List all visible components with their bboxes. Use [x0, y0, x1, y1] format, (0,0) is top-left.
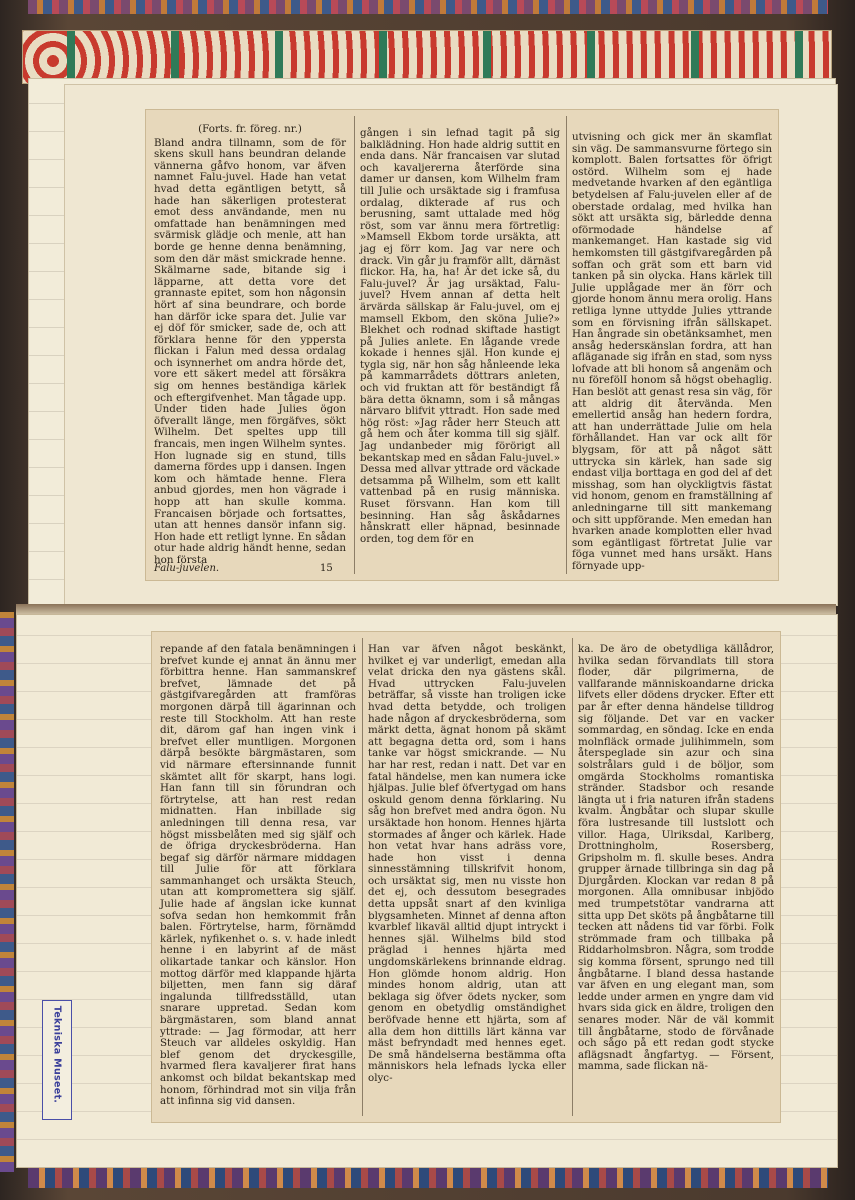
column-divider — [572, 638, 573, 1116]
clipping-bottom-column-1 — [160, 644, 356, 1116]
newspaper-clipping-top — [146, 110, 778, 580]
clipping-top-column-3 — [572, 132, 772, 576]
column-divider — [566, 116, 567, 574]
column-text: repande af den fatala benämningen i brefvet kunde ej annat än ännu mer förbittra henne. Han sammanskref brefvet, lämnade det på gästgifvaregården att framföras morgonen därpå till ägarinnan och reste till Stockholm. Att han reste dit, därom gaf han ingen vink i brefvet eller muntligen. Morgonen därpå besökte bärgmästaren, som vid närmare eftersinnande funnit skämtet allt för skarpt, hans logi. Han fann till sin förundran och förtrytelse, att han rest redan midnatten. Han inbillade sig anledningen till denna resa, var högst missbelåten med sig själf och de öfriga dryckesbröderna. Han begaf sig därför närmare middagen till Julie för att förklara sammanhanget och ursäkta Steuch, utan att kompromettera sig själf. Julie hade af ängslan icke kunnat sofva sedan hon hemkommit från balen. Förtrytelse, harm, förnämdd kärlek, nyfikenhet o. s. v. hade inledt henne i en labyrint af de mäst olikartade tankar och känslor. Hon mottog därför med klappande hjärta biljetten, men fann sig däraf ingalunda tillfredsställd, utan snarare uppretad. Sedan kom bärgmästaren, som bland annat yttrade: — Jag förmodar, att herr Steuch var alldeles oskyldig. Han blef genom det dryckesgille, hvarmed flera kavaljerer firat hans ankomst och bildat bekantskap med honom, förhindrad mot sin vilja från att infinna sig vid dansen. — [160, 643, 356, 1108]
patterned-endpaper — [22, 30, 832, 84]
column-text: Bland andra tillnamn, som de för skens skull hans beundran delande vännerna gåfvo honom, var äfven namnet Falu-juvel. Hade han vetat hvad detta egäntligen betytt, så hade han säkerligen protesterat emot dess användande, men nu omfattade han benämningen med svärmisk glädje och menle, att han borde ge henne denna benämning, som den där mäst smickrade henne. Skälmarne sade, bitande sig i läpparne, att detta vore det grannaste epitet, som hon någonsin hört af sina beundrare, och borde han därför icke spara det. Julie var ej döf för smicker, sade de, och att förklara henne för den ypperstа flickan i Falun med dessa ordalag och isynnerhet om andra hörde det, vore ett säkert medel att försäkra sig om hennes beständiga kärlek och eftergifvenhet. Man tågade upp. Under tiden hade Julies ögon öfverallt länge, men förgäfves, sökt Wilhelm. Det speltes upp till francais, men ingen Wilhelm syntes. Hon lugnade sig en stund, tills damerna fördes upp i dansen. Ingen kom och hämtade henne. Flera anbud gjordes, men hon vägrade i hopp att han skulle komma. Francaisen började och fortsattes, utan att hennes dansör infann sig. Hon hade ett retligt lynne. En sådan otur hade aldrig händt henne, sedan hon första — [154, 136, 346, 566]
clipping-signature: Falu-juvelen. — [154, 563, 220, 574]
clipping-bottom-column-2 — [368, 644, 566, 1116]
page-number: 15 — [320, 563, 333, 574]
clipping-bottom-column-3 — [578, 644, 774, 1116]
clipping-top-column-2 — [360, 128, 560, 576]
column-divider — [362, 638, 363, 1116]
museum-stamp — [42, 1000, 72, 1120]
marbled-edge-top — [28, 0, 828, 14]
column-divider — [354, 116, 355, 574]
column-text: gången i sin lefnad tagit på sig balklädning. Hon hade aldrig suttit en enda dans. När francaisen var slutad och kavaljererna återförde sina damer ur dansen, kom Wilhelm fram till Julie och ursäktade sig i framfusa ordalag, dikterade af rus och berusning, samt uttalade med hög röst, som var ännu mera förtretlig: »Mamsell Ekbom torde ursäkta, att jag ej förr kom. Jag var nere och drack. Vin går ju framför allt, därnäst flickor. Ha, ha, ha! Är det icke så, du Falu-juvel? Är jag ursäktad, Falu-juvel? Hvem annan af detta helt ärvärda sällskap är Falu-juvel, om ej mamsell Ekbom, den sköna Julie?» Blekhet och rodnad skiftade hastigt på Julies anlete. En lågande vrede kokade i hennes själ. Hon kunde ej tygla sig, när hon såg hånleende leka på kammarrådets döttrars anleten, och vid fruktan att för beständigt få bära detta öknamn, som i så mångas närvaro blifvit yttradt. Hon sade med hög röst: »Jag råder herr Steuch att gå hem och åter komma till sig själf. Jag undanbeder mig förörigt all bekantskap med en sådan Falu-juvel.» Dessa med allvar yttrade ord väckade detsamma på Wilhelm, som ett kallt vattenbad på en rusig människa. Ruset försvann. Han kom till besinning. Han såg åskådarnes hånskratt eller häpnad, besinnade orden, tog dem för en — [360, 127, 560, 545]
column-text: Han var äfven något beskänkt, hvilket ej var underligt, emedan alla velat dricka den nya gästens skål. Hvad uttrycken Falu-juvelen beträffar, så visste han troligen icke hvad detta betydde, och troligen hade någon af dryckesbröderna, som märkt detta, ägnat honom på skämt att begagna detta ord, som i hans tanke var högst smickrande. — Nu har har rest, redan i natt. Det var en fatal händelse, men kan numera icke hjälpas. Julie blef öfvertygad om hans oskuld genom denna förklaring. Nu såg hon brefvet med andra ögon. Nu ursäktade hon honom. Hennes hjärta stormades af ånger och kärlek. Hade hon vetat hvar hans adräss vore, hade hon visst i denna sinnesstämning tillskrifvit honom, och ursäktat sig, men nu visste hon det ej, och dessutom besegrades detta uppsåt snart af den kvinliga blygsamheten. Minnet af denna afton kvarblef likaväl alltid djupt intryckt i hennes själ. Wilhelms bild stod präglad i hennes hjärta med ungdomskärlekens brinnande eldrag. Hon glömde honom aldrig. Hon mindes honom aldrig, utan att beklaga sig öfver ödets nycker, som genom en obetydlig omständighet beröfvade henne ett hjärta, som af alla dem hon dittills lärt känna var mäst befryndadt med hennes eget. De små händelserna bestämma ofta människors hela lefnads lycka eller olyc- — [368, 643, 566, 1084]
column-text: ka. De äro de obetydliga källådror, hvilka sedan förvandlats till stora floder, där pilgrimerna, de vallfarande människoandarne dricka lifvets eller dödens drycker. Efter ett par år efter denna händelse tilldrog sig följande. Det var en vacker sommardag, en söndag. Icke en enda molnfläck ormade julihimmeln, som återspeglade sin azur och sina solstrålars guld i de böljor, som omgärda Stockholms romantiska stränder. Stadsbor och resande längta ut i fria naturen ifrån stadens kvalm. Ångbåtar och slupar skulle föra lustresande till lustslott och villor. Haga, Ulriksdal, Karlberg, Drottningholm, Rosersberg, Gripsholm m. fl. skulle beses. Andra grupper ärnade tillbringa sin dag på Djurgården. Klockan var redan 8 på morgonen. Alla omnibusar inbjödo med trumpetstötar vandrarna att sitta upp Det sköts på ångbåtarne till tecken att nådens tid var förbi. Folk strömmade fram och tillbaka på Riddarholmsbron. Några, som trodde sig komma försent, sprungo ned till ångbåtarne. I bland dessa hastande var äfven en ung elegant man, som ledde under armen en yngre dam vid hvars sida gick en äldre, troligen den senares moder. När de väl kommit till ångbåtarne, stodo de förvånade och sågo på ett redan godt stycke aflägsnadt ångfartyg. — Försent, mamma, sade flickan nä- — [578, 643, 774, 1073]
marbled-edge-left — [0, 612, 14, 1172]
newspaper-clipping-bottom — [152, 632, 780, 1122]
marbled-edge-bottom — [28, 1168, 828, 1188]
clipping-top-column-1 — [154, 123, 346, 566]
column-text: utvisning och gick mer än skamflat sin väg. De sammansvurne förtego sin komplott. Balen fortsattes för öfrigt ostörd. Wilhelm som ej hade medvetande hvarken af den egäntliga betydelsen af Falu-juvelen eller af de oberstade ordalag, med hvilka han sökt att ursäkta sig, bärledde denna oförmodade händelse af mankemanget. Han kastade sig vid hemkomsten till gästgifvaregården på soffan och grät som ett barn vid tanken på sin olycka. Hans kärlek till Julie upplågade mer än förr och gjorde honom ännu mera orolig. Hans retliga lynne uttydde Julies yttrande som en förvisning ifrån sällskapet. Han ångrade sin obetänksamhet, men ansåg hedersкänslan fordra, att han afläganade sig ifrån en stad, som nyss lofvade att bli honom så angenäm och nu förefölI honom så högst obehaglig. Han beslöt att genast resa sin väg, för att aldrig dit återvända. Men emellertid ansåg han hedern fordra, att han underrättade Julie om hela förhållandet. Han var ock allt för blygsam, för att på något sätt uttrycka sin kärlek, han sade sig endast vilja borttaga en god del af det misshag, som han olyckligtvis fästat vid honom, genom en framställning af anledningarne till sitt mankemang och sitt uppförande. Men emedan han hvarken anade komplotten eller hvad som egäntligast förtretat Julie var föga vunnet med hans ursäkt. Hans förnyade upp- — [572, 131, 773, 572]
continuation-note: (Forts. fr. föreg. nr.) — [198, 123, 302, 135]
museum-stamp-text: Tekniska Museet. — [51, 1005, 63, 1104]
